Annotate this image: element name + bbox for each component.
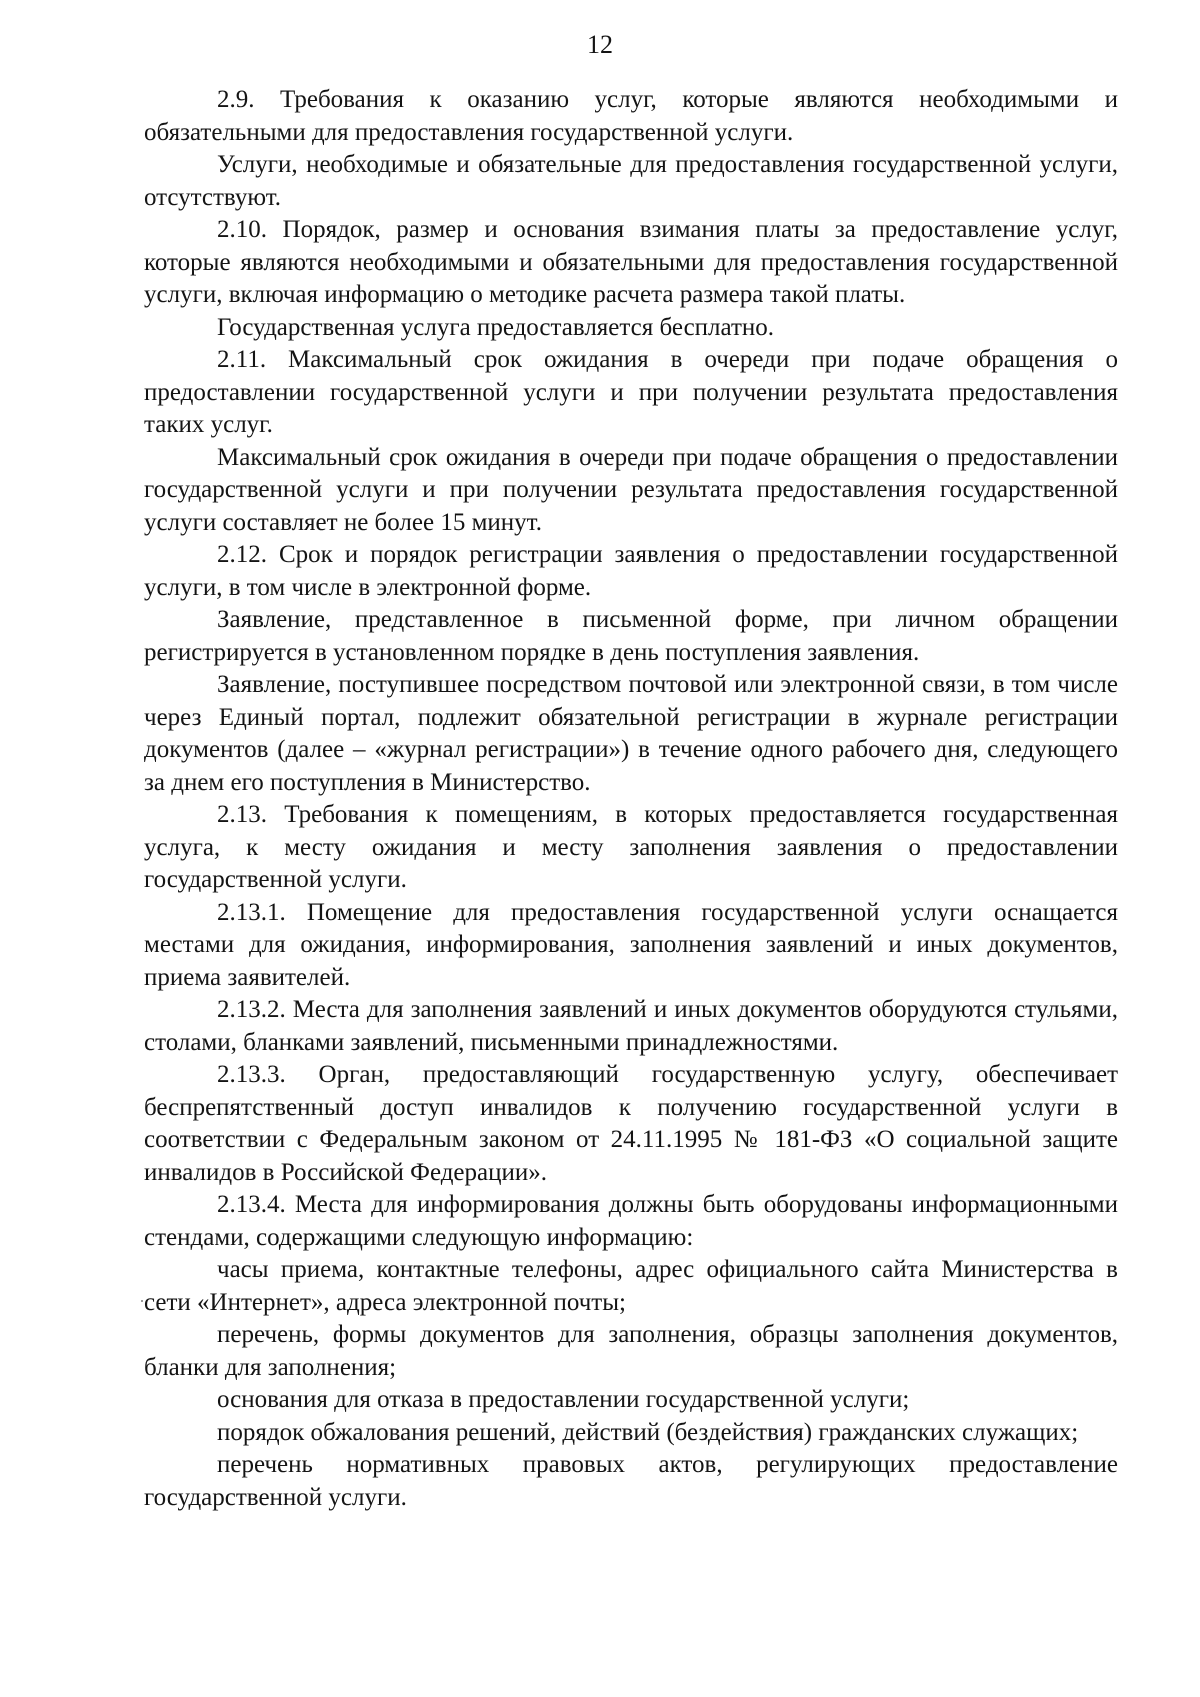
paragraph-2-10: 2.10. Порядок, размер и основания взимания платы за предоставление услуг, которые являются необходимыми и обязательными для предоставления государственной услуги, включая информацию о методике расчета размера такой платы. [144, 216, 1118, 308]
paragraph-written-registration: Заявление, представленное в письменной форме, при личном обращении регистрируется в установленном порядке в день поступления заявления. [144, 606, 1118, 666]
list-item-regulatory-acts: перечень нормативных правовых актов, регулирующих предоставление государственной услуги. [144, 1451, 1118, 1511]
page-number: 12 [587, 30, 613, 59]
paragraph-electronic-registration: Заявление, поступившее посредством почтовой или электронной связи, в том числе через Единый портал, подлежит обязательной регистрации в журнале регистрации документов (далее – «журнал регистрации») в течение одного рабочего дня, следующего за днем его поступления в Министерство. [144, 671, 1118, 796]
paragraph-free-of-charge: Государственная услуга предоставляется бесплатно. [217, 313, 775, 341]
paragraph-services-absent: Услуги, необходимые и обязательные для предоставления государственной услуги, отсутствуют. [144, 151, 1118, 211]
paragraph-2-11: 2.11. Максимальный срок ожидания в очереди при подаче обращения о предоставлении государственной услуги и при получении результата предоставления таких услуг. [144, 346, 1118, 438]
list-item-refusal-grounds: основания для отказа в предоставлении государственной услуги; [217, 1386, 910, 1413]
paragraph-2-13-3: 2.13.3. Орган, предоставляющий государственную услугу, обеспечивает беспрепятственный доступ инвалидов к получению государственной услуги в соответствии с Федеральным законом от 24.11.1995 № 181-ФЗ «О социальной защите инвалидов в Российской Федерации». [144, 1061, 1118, 1186]
paragraph-max-wait-time: Максимальный срок ожидания в очереди при подаче обращения о предоставлении государственной услуги и при получении результата предоставления государственной услуги составляет не более 15 минут. [144, 443, 1118, 536]
list-item-appeal-procedure: порядок обжалования решений, действий (бездействия) гражданских служащих; [217, 1418, 1079, 1446]
scan-artifact [141, 1300, 143, 1302]
list-item-document-forms: перечень, формы документов для заполнения, образцы заполнения документов, бланки для заполнения; [144, 1321, 1118, 1381]
document-body [144, 84, 1118, 1514]
paragraph-2-12: 2.12. Срок и порядок регистрации заявления о предоставлении государственной услуги, в том числе в электронной форме. [144, 541, 1118, 601]
list-item-reception-hours: часы приема, контактные телефоны, адрес официального сайта Министерства в сети «Интернет», адреса электронной почты; [144, 1256, 1118, 1316]
paragraph-2-13-1: 2.13.1. Помещение для предоставления государственной услуги оснащается местами для ожидания, информирования, заполнения заявлений и иных документов, приема заявителей. [144, 898, 1118, 991]
paragraph-2-9: 2.9. Требования к оказанию услуг, которые являются необходимыми и обязательными для предоставления государственной услуги. [144, 86, 1118, 146]
paragraph-2-13: 2.13. Требования к помещениям, в которых предоставляется государственная услуга, к месту ожидания и месту заполнения заявления о предоставлении государственной услуги. [144, 801, 1118, 893]
paragraph-2-13-2: 2.13.2. Места для заполнения заявлений и иных документов оборудуются стульями, столами, бланками заявлений, письменными принадлежностями. [144, 996, 1118, 1056]
paragraph-2-13-4: 2.13.4. Места для информирования должны быть оборудованы информационными стендами, содержащими следующую информацию: [144, 1191, 1118, 1251]
